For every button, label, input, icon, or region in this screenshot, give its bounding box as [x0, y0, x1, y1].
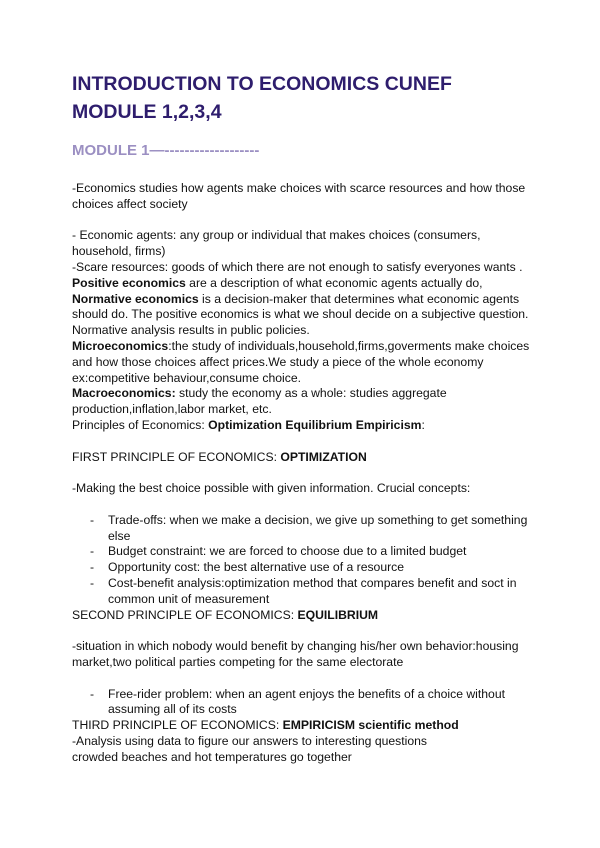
- list-item: [72, 687, 532, 719]
- list-item-text: Opportunity cost: the best alternative use of a resource: [108, 560, 405, 575]
- paragraph-third-principle-desc: -Analysis using data to figure our answers to interesting questions: [72, 733, 427, 748]
- heading-first-principle: [72, 450, 532, 466]
- bullet-dash: -: [90, 512, 95, 527]
- heading-second-principle: [72, 608, 532, 624]
- paragraph-second-principle-desc: -situation in which nobody would benefit by changing his/her own behavior:housing market,two political parties competing for the same electorate: [72, 639, 519, 669]
- principles-prefix: Principles of Economics:: [72, 417, 209, 432]
- paragraph-microeconomics: [72, 339, 532, 386]
- document-body: [72, 181, 532, 765]
- third-principle-prefix: THIRD PRINCIPLE OF ECONOMICS:: [72, 718, 283, 733]
- first-principle-name: OPTIMIZATION: [280, 449, 367, 464]
- list-item-text: Free-rider problem: when an agent enjoys the benefits of a choice without assuming all of its costs: [108, 686, 505, 717]
- module-heading: MODULE 1—-------------------: [72, 142, 260, 159]
- principles-list: Optimization Equilibrium Empiricism: [208, 417, 422, 432]
- bullet-dash: -: [90, 544, 95, 559]
- bullet-dash: -: [90, 575, 95, 590]
- list-item: [72, 544, 532, 560]
- paragraph-economic-agents: - Economic agents: any group or individual that makes choices (consumers, household, firms): [72, 228, 481, 259]
- document-title: [72, 70, 452, 126]
- term-macroeconomics: Macroeconomics:: [72, 386, 176, 401]
- list-item-text: Trade-offs: when we make a decision, we give up something to get something else: [108, 512, 528, 543]
- text-microeconomics: :the study of individuals,household,firms,goverments make choices and how those choices affect prices.We study a piece of the whole economy ex:competitive behaviour,consume choice.: [72, 338, 530, 385]
- second-principle-name: EQUILIBRIUM: [297, 607, 379, 622]
- bullet-dash: -: [90, 686, 95, 701]
- bullet-dash: -: [90, 560, 95, 575]
- title-line-1: INTRODUCTION TO ECONOMICS CUNEF: [72, 73, 452, 95]
- term-normative-economics: Normative economics: [72, 291, 199, 306]
- list-item: [72, 576, 532, 608]
- paragraph-scarce-resources: -Scare resources: goods of which there are not enough to satisfy everyones wants .: [72, 259, 523, 274]
- list-equilibrium-concepts: [72, 687, 532, 719]
- list-item-text: Cost-benefit analysis:optimization method that compares benefit and soct in common unit of measurement: [108, 575, 517, 606]
- text-positive-economics: are a description of what economic agents actually do,: [185, 275, 483, 290]
- first-principle-prefix: FIRST PRINCIPLE OF ECONOMICS:: [72, 449, 281, 464]
- heading-third-principle: [72, 718, 532, 734]
- paragraph-third-principle-example: crowded beaches and hot temperatures go together: [72, 749, 352, 764]
- list-optimization-concepts: [72, 513, 532, 608]
- paragraph-economics-definition: -Economics studies how agents make choices with scarce resources and how those choices affect society: [72, 181, 526, 211]
- paragraph-normative-economics: [72, 292, 532, 339]
- principles-suffix: :: [421, 417, 425, 432]
- second-principle-prefix: SECOND PRINCIPLE OF ECONOMICS:: [72, 607, 298, 622]
- title-line-2: MODULE 1,2,3,4: [72, 101, 222, 123]
- list-item: [72, 513, 532, 545]
- paragraph-macroeconomics: [72, 386, 532, 418]
- term-positive-economics: Positive economics: [72, 275, 186, 290]
- term-microeconomics: Microeconomics: [72, 338, 169, 353]
- text-normative-economics: is a decision-maker that determines what economic agents should do. The positive economics is what we shoul decide on a subjective question. Normative analysis results in public policies.: [72, 291, 529, 338]
- paragraph-first-principle-desc: -Making the best choice possible with given information. Crucial concepts:: [72, 481, 471, 496]
- text-macroeconomics: study the economy as a whole: studies aggregate production,inflation,labor market, etc.: [72, 386, 447, 417]
- third-principle-name: EMPIRICISM scientific method: [282, 718, 459, 733]
- paragraph-positive-economics: [72, 276, 532, 292]
- list-item: [72, 560, 532, 576]
- list-item-text: Budget constraint: we are forced to choose due to a limited budget: [108, 544, 467, 559]
- paragraph-principles: [72, 418, 532, 434]
